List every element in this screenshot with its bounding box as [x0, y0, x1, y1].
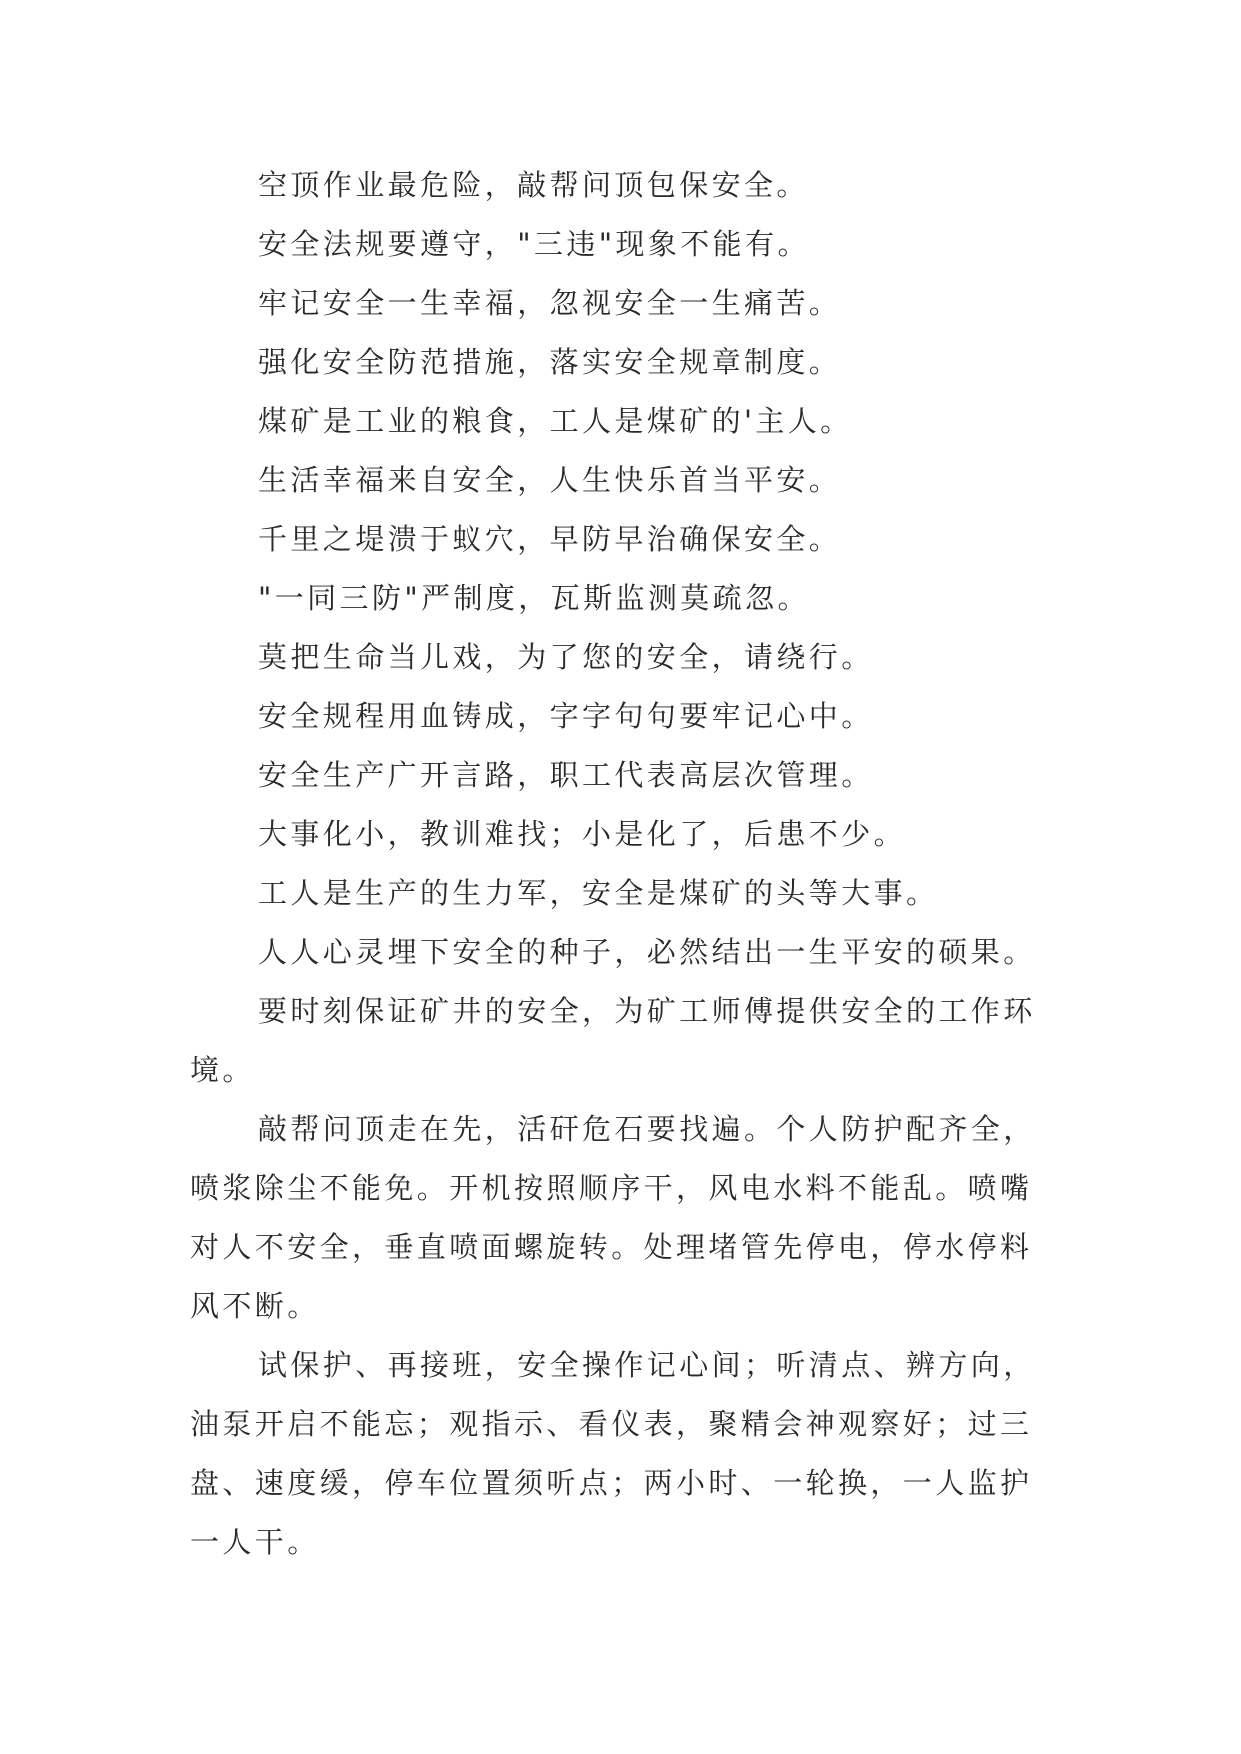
slogan-line: 安全生产广开言路，职工代表高层次管理。 — [258, 758, 874, 792]
paragraph-line: 境。 — [190, 1053, 255, 1087]
paragraph-line: 要时刻保证矿井的安全，为矿工师傅提供安全的工作环 — [258, 994, 1036, 1028]
paragraph-line: 对人不安全，垂直喷面螺旋转。处理堵管先停电，停水停料 — [190, 1230, 1033, 1264]
slogan-line: 千里之堤溃于蚁穴，早防早治确保安全。 — [258, 522, 842, 556]
paragraph-line: 盘、速度缓，停车位置须听点；两小时、一轮换，一人监护 — [190, 1466, 1033, 1500]
slogan-line: 强化安全防范措施，落实安全规章制度。 — [258, 345, 842, 379]
slogan-line: 牢记安全一生幸福，忽视安全一生痛苦。 — [258, 286, 842, 320]
paragraph-line: 一人干。 — [190, 1525, 320, 1559]
slogan-line: "一同三防"严制度，瓦斯监测莫疏忽。 — [258, 581, 810, 615]
paragraph-line: 试保护、再接班，安全操作记心间；听清点、辨方向， — [258, 1348, 1036, 1382]
document-body — [190, 156, 1070, 1572]
paragraph-hoist — [190, 1336, 1070, 1572]
paragraph-line: 敲帮问顶走在先，活矸危石要找遍。个人防护配齐全， — [258, 1112, 1036, 1146]
slogan-line: 莫把生命当儿戏，为了您的安全，请绕行。 — [258, 640, 874, 674]
slogan-line: 安全法规要遵守，"三违"现象不能有。 — [258, 227, 810, 261]
slogan-line: 人人心灵埋下安全的种子，必然结出一生平安的硕果。 — [258, 935, 1036, 969]
paragraph-line: 风不断。 — [190, 1289, 320, 1323]
paragraph-line: 油泵开启不能忘；观指示、看仪表，聚精会神观察好；过三 — [190, 1407, 1033, 1441]
slogan-line: 生活幸福来自安全，人生快乐首当平安。 — [258, 463, 842, 497]
paragraph-line: 喷浆除尘不能免。开机按照顺序干，风电水料不能乱。喷嘴 — [190, 1171, 1033, 1205]
slogan-line: 煤矿是工业的粮食，工人是煤矿的'主人。 — [258, 404, 853, 438]
slogan-line: 空顶作业最危险，敲帮问顶包保安全。 — [258, 168, 809, 202]
slogan-line: 大事化小，教训难找；小是化了，后患不少。 — [258, 817, 907, 851]
paragraph-mine-safety — [190, 982, 1070, 1100]
slogan-line: 安全规程用血铸成，字字句句要牢记心中。 — [258, 699, 874, 733]
paragraph-shotcrete — [190, 1100, 1070, 1336]
slogan-line: 工人是生产的生力军，安全是煤矿的头等大事。 — [258, 876, 939, 910]
